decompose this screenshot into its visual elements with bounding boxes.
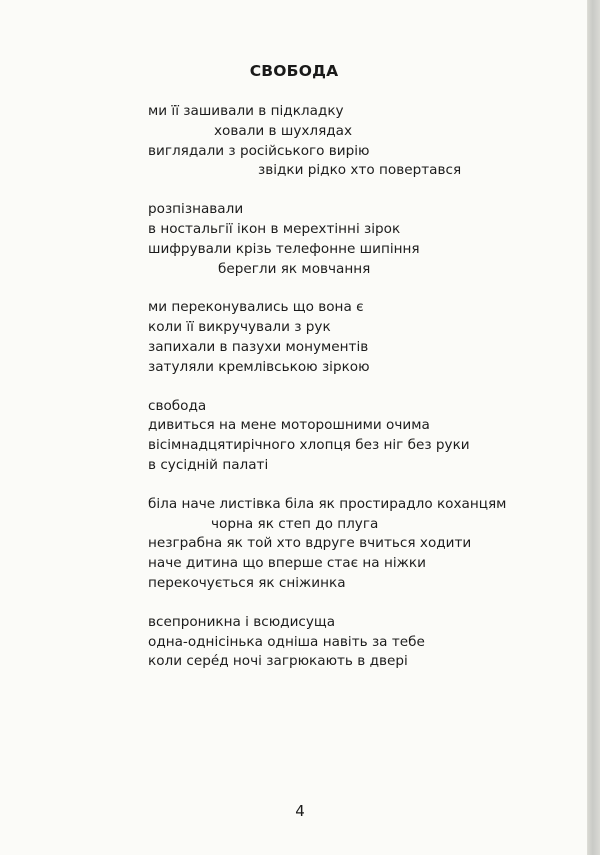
poem-body xyxy=(148,102,568,691)
poem-line: в сусідній палаті xyxy=(148,456,269,473)
poem-line: ми її зашивали в підкладку xyxy=(148,103,344,119)
poem-line: коли серéд ночі загрюкають в двері xyxy=(148,653,408,670)
poem-line: незграбна як той хто вдруге вчиться ходити xyxy=(148,535,472,552)
poem-title: СВОБОДА xyxy=(249,62,339,80)
poem-line: звідки рідко хто повертався xyxy=(258,162,462,179)
poem-line: біла наче листівка біла як простирадло коханцям xyxy=(148,495,507,512)
poem-line: шифрували крізь телефонне шипіння xyxy=(148,240,420,257)
poem-line: ховали в шухлядах xyxy=(214,122,353,139)
poem-line: в ностальгії ікон в мерехтінні зірок xyxy=(148,220,401,237)
poem-line: перекочується як сніжинка xyxy=(148,574,346,591)
poem-line: розпізнавали xyxy=(148,201,244,218)
poem-line: запихали в пазухи монументів xyxy=(148,338,369,355)
stanza xyxy=(148,397,568,476)
poem-line: чорна як степ до плуга xyxy=(211,515,379,532)
poem-line: берегли як мовчання xyxy=(218,260,371,277)
poem-line: дивиться на мене моторошними очима xyxy=(148,417,430,434)
poem-line: коли її викручували з рук xyxy=(148,319,331,336)
stanza xyxy=(148,102,568,181)
stanza xyxy=(148,200,568,279)
stanza xyxy=(148,613,568,672)
poem-line: виглядали з російського вирію xyxy=(148,142,370,159)
poem-line: всепроникна і всюдисуща xyxy=(148,613,336,630)
poem-line: затуляли кремлівською зіркою xyxy=(148,358,370,375)
page-edge xyxy=(588,0,600,855)
stanza xyxy=(148,298,568,377)
page-number: 4 xyxy=(295,802,305,820)
stanza xyxy=(148,495,568,594)
poem-line: наче дитина що вперше стає на ніжки xyxy=(148,555,426,572)
poem-line: свобода xyxy=(148,397,207,414)
poem-line: одна-однісінька одніша навіть за тебе xyxy=(148,633,425,650)
poem-line: вісімнадцятирічного хлопця без ніг без руки xyxy=(148,437,470,454)
poem-line: ми переконувались що вона є xyxy=(148,299,364,316)
